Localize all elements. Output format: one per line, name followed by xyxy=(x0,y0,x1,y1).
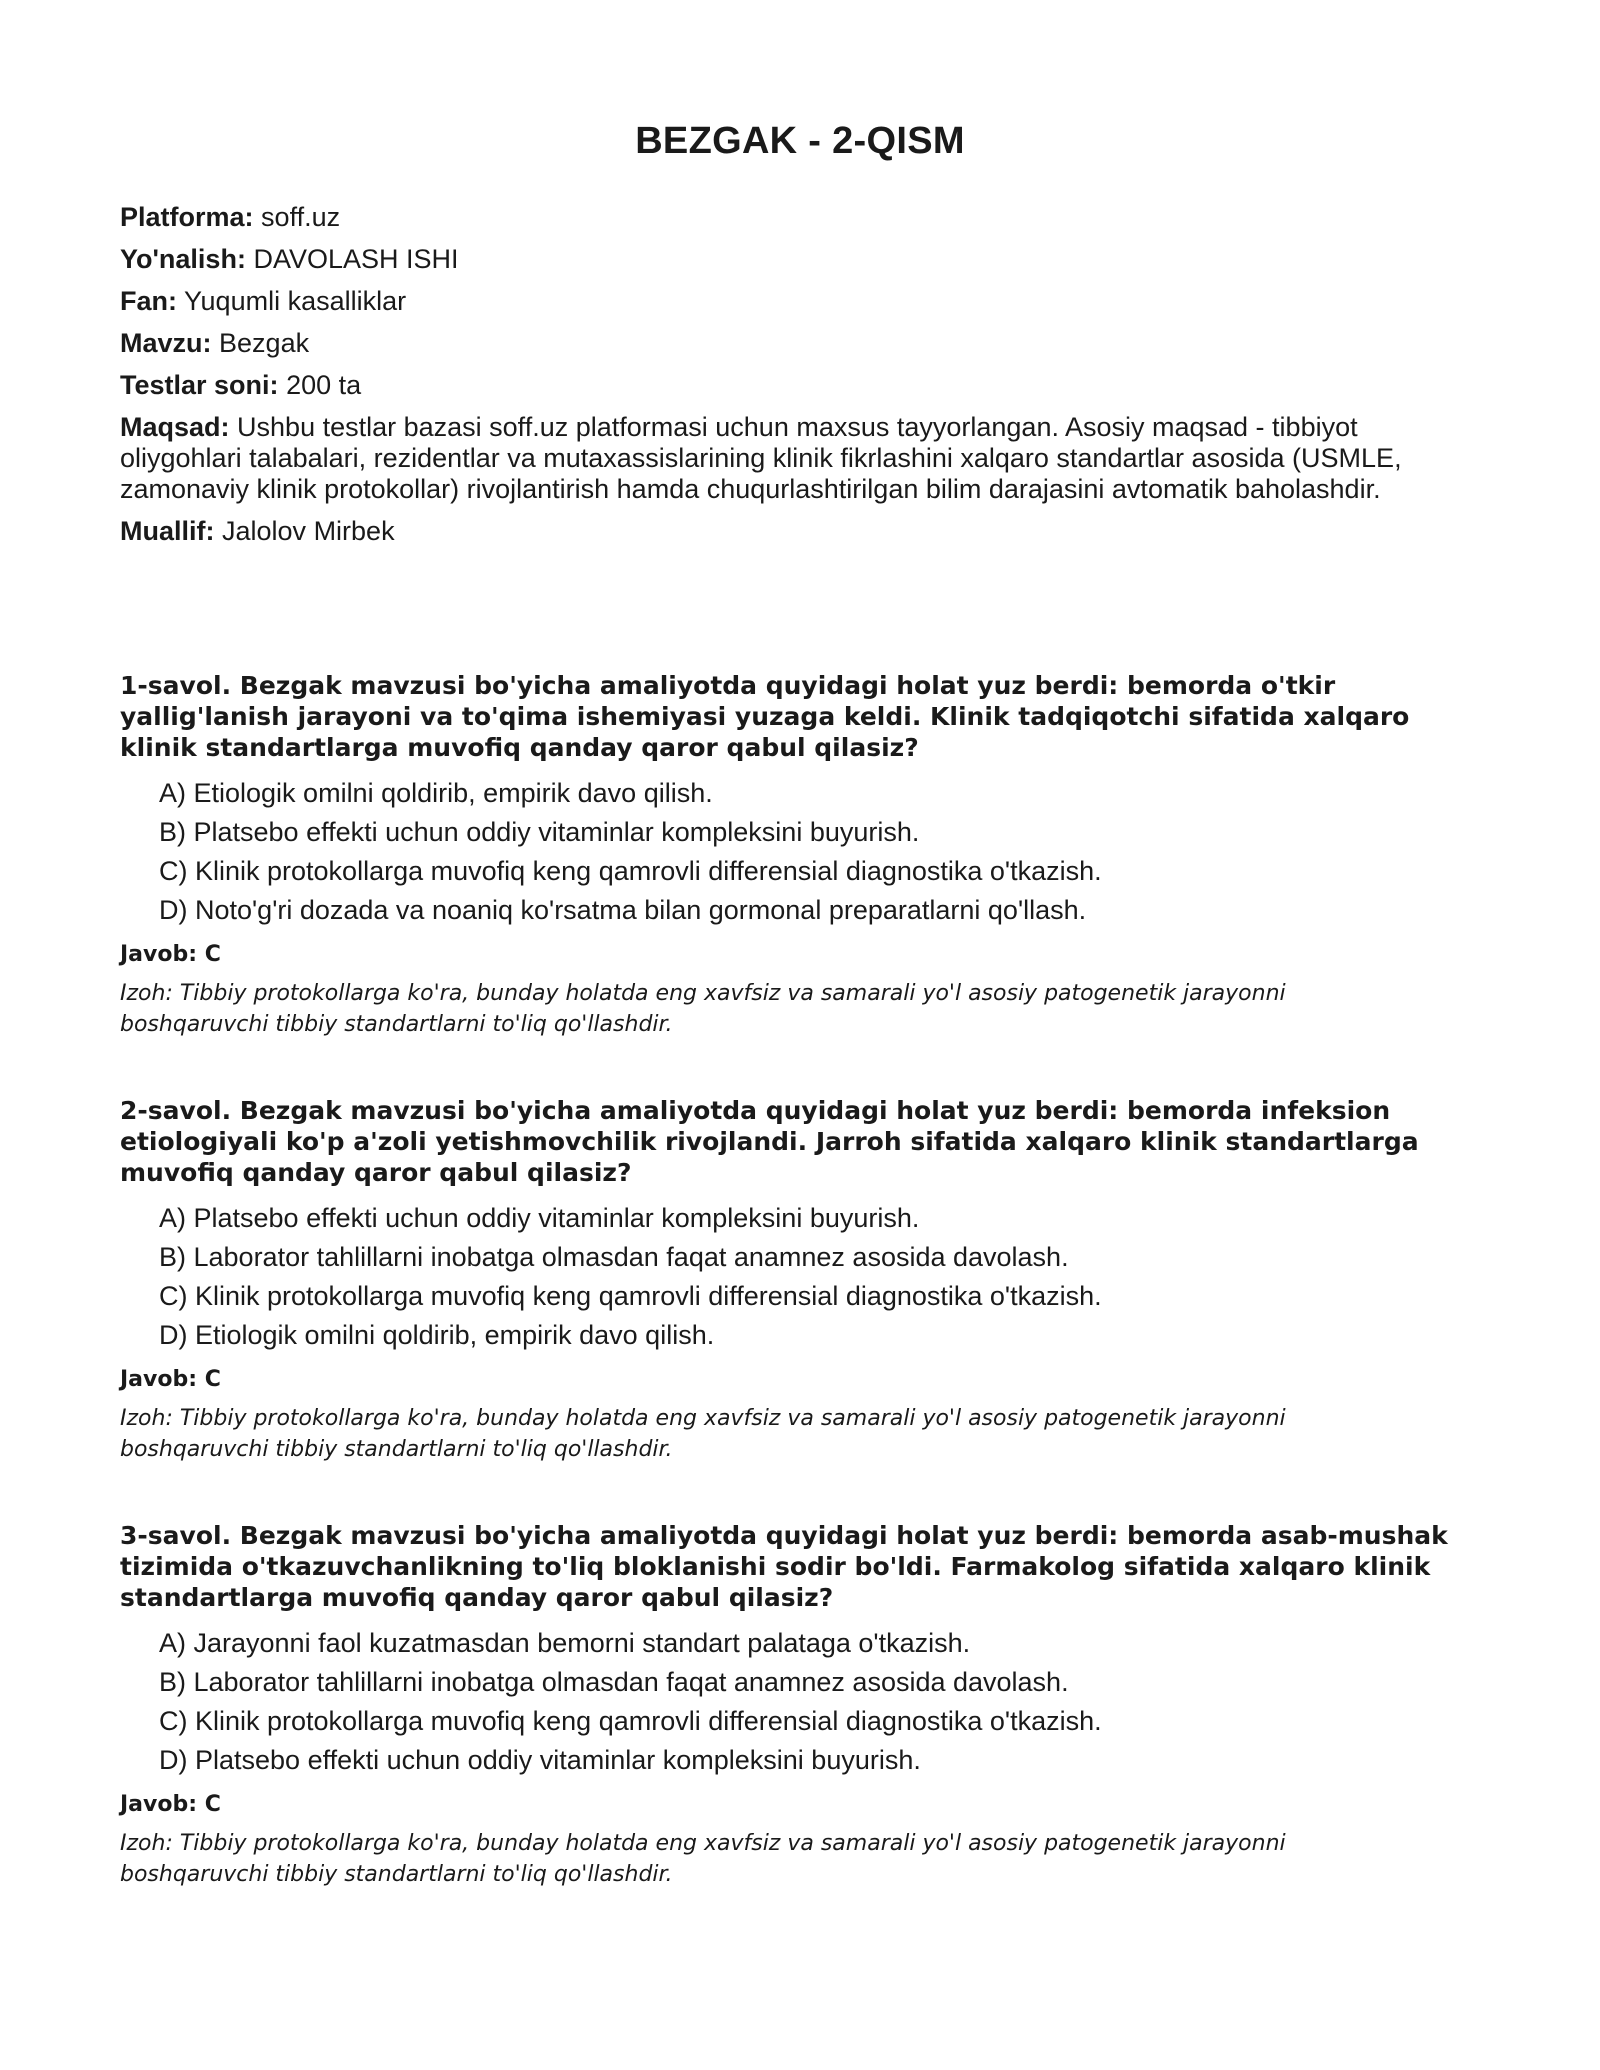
meta-label: Yo'nalish: xyxy=(120,244,246,274)
question-text: 2-savol. Bezgak mavzusi bo'yicha amaliyotda quyidagi holat yuz berdi: bemorda infeksion etiologiyali ko'p a'zoli yetishmovchilik rivojlandi. Jarroh sifatida xalqaro klinik standartlarga muvofiq qanday qaror qabul qilasiz? xyxy=(120,1096,1419,1187)
explanation-text: Izoh: Tibbiy protokollarga ko'ra, bunday holatda eng xavfsiz va samarali yo'l asosiy patogenetik jarayonni boshqaruvchi tibbiy standartlarni to'liq qo'llashdir. xyxy=(120,1406,1286,1462)
meta-subject xyxy=(120,286,1440,317)
meta-direction xyxy=(120,244,1440,275)
option-a: A) Jarayonni faol kuzatmasdan bemorni standart palataga o'tkazish. xyxy=(159,1628,971,1658)
answer-options xyxy=(120,774,1490,930)
meta-purpose xyxy=(120,412,1440,505)
meta-label: Mavzu: xyxy=(120,328,212,358)
option-a: A) Platsebo effekti uchun oddiy vitaminlar kompleksini buyurish. xyxy=(159,1203,920,1233)
meta-label: Maqsad: xyxy=(120,412,230,442)
answer-key: Javob: C xyxy=(120,942,221,967)
option-c: C) Klinik protokollarga muvofiq keng qamrovli differensial diagnostika o'tkazish. xyxy=(159,1281,1102,1311)
question-text: 1-savol. Bezgak mavzusi bo'yicha amaliyotda quyidagi holat yuz berdi: bemorda o'tkir yallig'lanish jarayoni va to'qima ishemiyasi yuzaga keldi. Klinik tadqiqotchi sifatida xalqaro klinik standartlarga muvofiq qanday qaror qabul qilasiz? xyxy=(120,671,1410,762)
meta-value: 200 ta xyxy=(286,370,362,400)
option-c: C) Klinik protokollarga muvofiq keng qamrovli differensial diagnostika o'tkazish. xyxy=(159,856,1102,886)
meta-value: DAVOLASH ISHI xyxy=(253,244,459,274)
meta-label: Muallif: xyxy=(120,516,215,546)
question-block xyxy=(120,1095,1490,1465)
meta-label: Platforma: xyxy=(120,202,254,232)
answer-key: Javob: C xyxy=(120,1792,221,1817)
meta-label: Fan: xyxy=(120,286,177,316)
option-d: D) Noto'g'ri dozada va noaniq ko'rsatma bilan gormonal preparatlarni qo'llash. xyxy=(159,895,1087,925)
explanation-text: Izoh: Tibbiy protokollarga ko'ra, bunday holatda eng xavfsiz va samarali yo'l asosiy patogenetik jarayonni boshqaruvchi tibbiy standartlarni to'liq qo'llashdir. xyxy=(120,981,1286,1037)
option-b: B) Platsebo effekti uchun oddiy vitaminlar kompleksini buyurish. xyxy=(159,817,920,847)
meta-topic xyxy=(120,328,1440,359)
meta-platform xyxy=(120,202,1440,233)
option-b: B) Laborator tahlillarni inobatga olmasdan faqat anamnez asosida davolash. xyxy=(159,1667,1069,1697)
question-block xyxy=(120,1520,1490,1890)
answer-options xyxy=(120,1624,1490,1780)
meta-test-count xyxy=(120,370,1440,401)
explanation-text: Izoh: Tibbiy protokollarga ko'ra, bunday holatda eng xavfsiz va samarali yo'l asosiy patogenetik jarayonni boshqaruvchi tibbiy standartlarni to'liq qo'llashdir. xyxy=(120,1831,1286,1887)
page-title: BEZGAK - 2-QISM xyxy=(635,120,965,162)
meta-value: Bezgak xyxy=(219,328,310,358)
question-text: 3-savol. Bezgak mavzusi bo'yicha amaliyotda quyidagi holat yuz berdi: bemorda asab-mushak tizimida o'tkazuvchanlikning to'liq bloklanishi sodir bo'ldi. Farmakolog sifatida xalqaro klinik standartlarga muvofiq qanday qaror qabul qilasiz? xyxy=(120,1521,1448,1612)
meta-value: soff.uz xyxy=(261,202,341,232)
option-d: D) Platsebo effekti uchun oddiy vitaminlar kompleksini buyurish. xyxy=(159,1745,921,1775)
option-c: C) Klinik protokollarga muvofiq keng qamrovli differensial diagnostika o'tkazish. xyxy=(159,1706,1102,1736)
meta-author xyxy=(120,516,1440,547)
meta-value: Ushbu testlar bazasi soff.uz platformasi uchun maxsus tayyorlangan. Asosiy maqsad - tibbiyot oliygohlari talabalari, rezidentlar va mutaxassislarining klinik fikrlashini xalqaro standartlar asosida (USMLE, zamonaviy klinik protokollar) rivojlantirish hamda chuqurlashtirilgan bilim darajasini avtomatik baholashdir. xyxy=(120,412,1402,504)
option-d: D) Etiologik omilni qoldirib, empirik davo qilish. xyxy=(159,1320,715,1350)
meta-label: Testlar soni: xyxy=(120,370,279,400)
option-a: A) Etiologik omilni qoldirib, empirik davo qilish. xyxy=(159,778,713,808)
question-list xyxy=(120,670,1490,1945)
answer-options xyxy=(120,1199,1490,1355)
meta-value: Yuqumli kasalliklar xyxy=(184,286,407,316)
answer-key: Javob: C xyxy=(120,1367,221,1392)
option-b: B) Laborator tahlillarni inobatga olmasdan faqat anamnez asosida davolash. xyxy=(159,1242,1069,1272)
question-block xyxy=(120,670,1490,1040)
document-meta xyxy=(120,202,1440,558)
meta-value: Jalolov Mirbek xyxy=(222,516,395,546)
